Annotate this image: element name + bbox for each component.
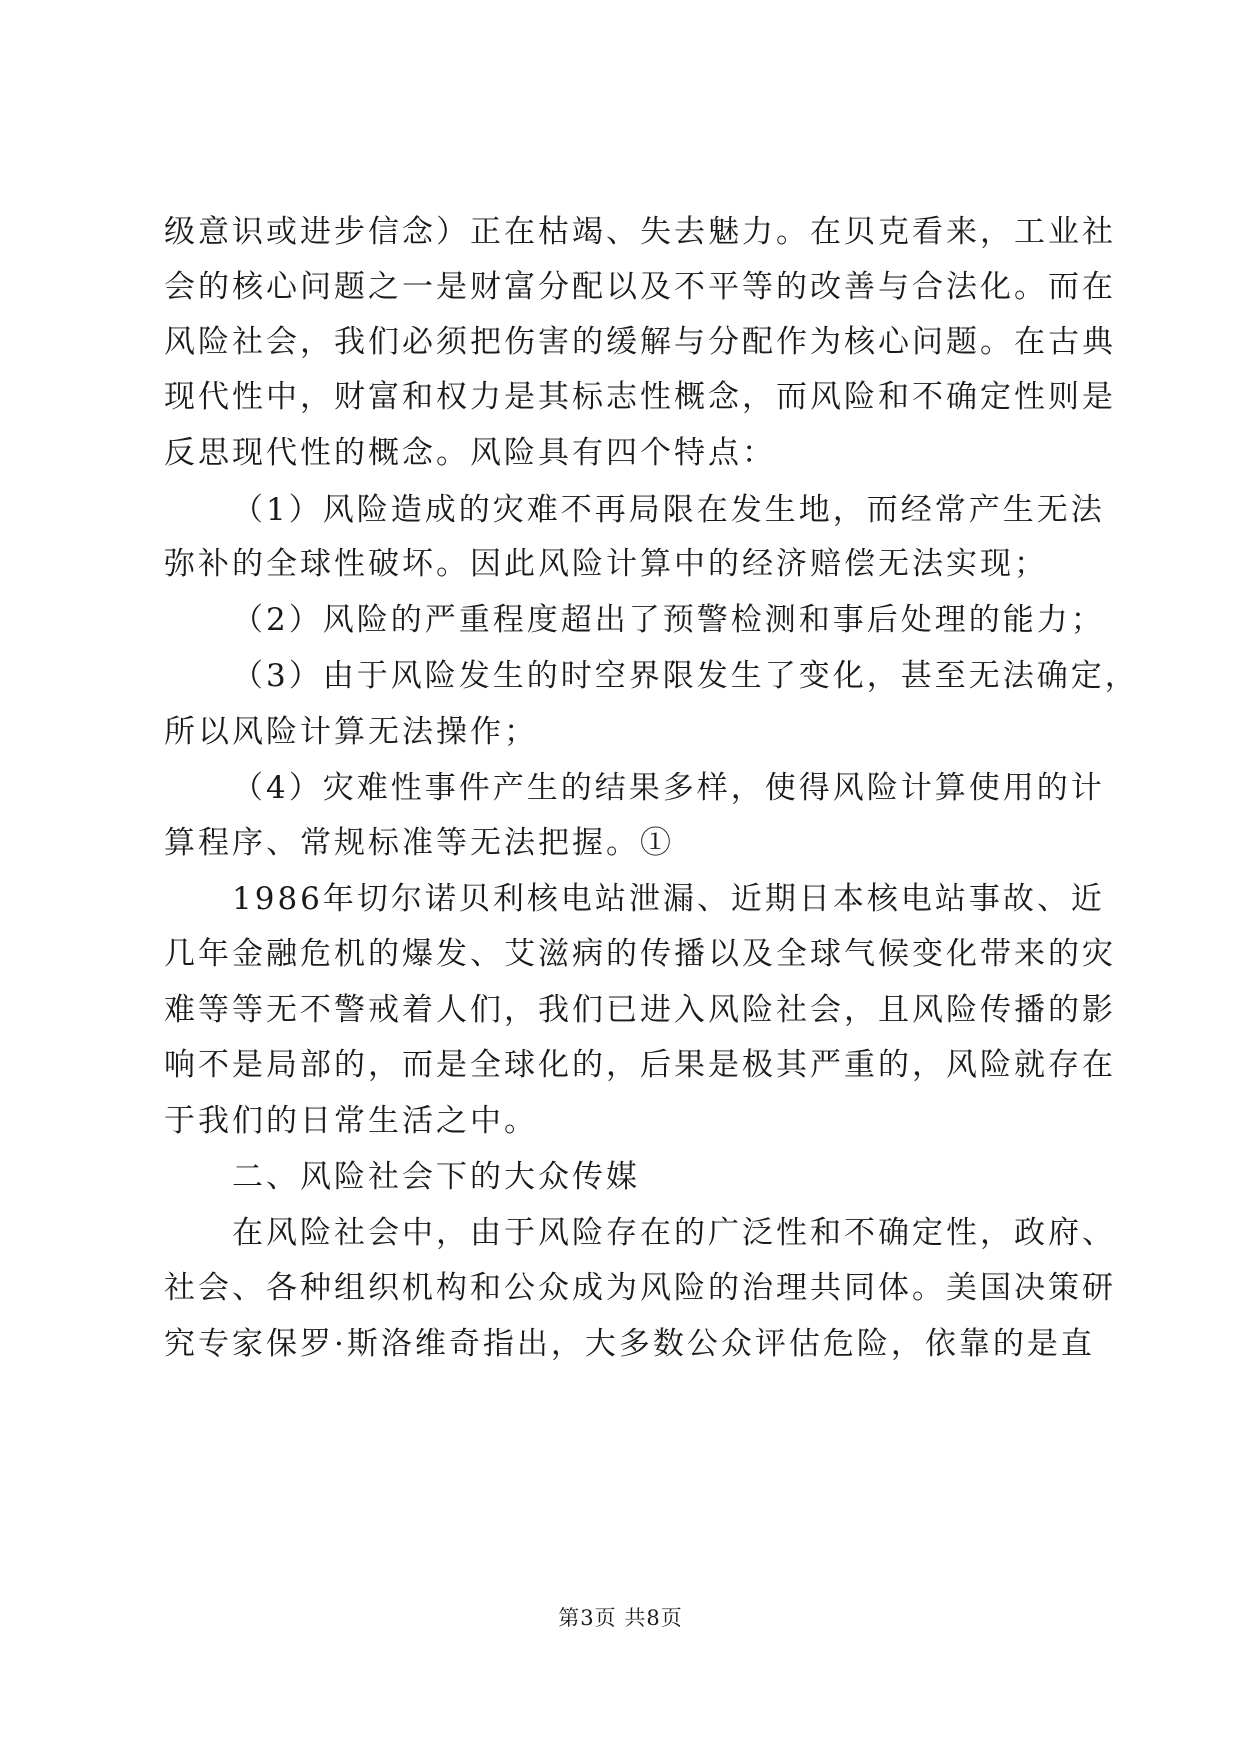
text-line: 算程序、常规标准等无法把握。① [164, 825, 674, 861]
text-line: （1）风险造成的灾难不再局限在发生地，而经常产生无法 [232, 492, 1105, 528]
text-line: （3）由于风险发生的时空界限发生了变化，甚至无法确定， [232, 658, 1139, 694]
text-line: 风险社会，我们必须把伤害的缓解与分配作为核心问题。在古典 [164, 324, 1116, 360]
text-line: 究专家保罗·斯洛维奇指出，大多数公众评估危险，依靠的是直 [164, 1326, 1095, 1362]
text-line: 反思现代性的概念。风险具有四个特点： [164, 435, 776, 471]
text-line: 1986年切尔诺贝利核电站泄漏、近期日本核电站事故、近 [232, 881, 1105, 917]
text-line: 所以风险计算无法操作； [164, 714, 538, 750]
text-line: 于我们的日常生活之中。 [164, 1103, 538, 1139]
text-line: 弥补的全球性破坏。因此风险计算中的经济赔偿无法实现； [164, 546, 1048, 582]
text-line: 现代性中，财富和权力是其标志性概念，而风险和不确定性则是 [164, 379, 1116, 415]
text-line: 响不是局部的，而是全球化的，后果是极其严重的，风险就存在 [164, 1047, 1116, 1083]
text-line: 在风险社会中，由于风险存在的广泛性和不确定性，政府、 [232, 1215, 1116, 1251]
text-line: （4）灾难性事件产生的结果多样，使得风险计算使用的计 [232, 770, 1105, 806]
text-line: 社会、各种组织机构和公众成为风险的治理共同体。美国决策研 [164, 1270, 1116, 1306]
section-heading: 二、风险社会下的大众传媒 [232, 1159, 640, 1195]
text-line: 级意识或进步信念）正在枯竭、失去魅力。在贝克看来，工业社 [164, 214, 1116, 250]
text-line: 难等等无不警戒着人们，我们已进入风险社会，且风险传播的影 [164, 992, 1116, 1028]
text-line: （2）风险的严重程度超出了预警检测和事后处理的能力； [232, 602, 1105, 638]
text-line: 几年金融危机的爆发、艾滋病的传播以及全球气候变化带来的灾 [164, 936, 1116, 972]
page-number: 第3页 共8页 [558, 1606, 683, 1630]
text-line: 会的核心问题之一是财富分配以及不平等的改善与合法化。而在 [164, 269, 1116, 305]
